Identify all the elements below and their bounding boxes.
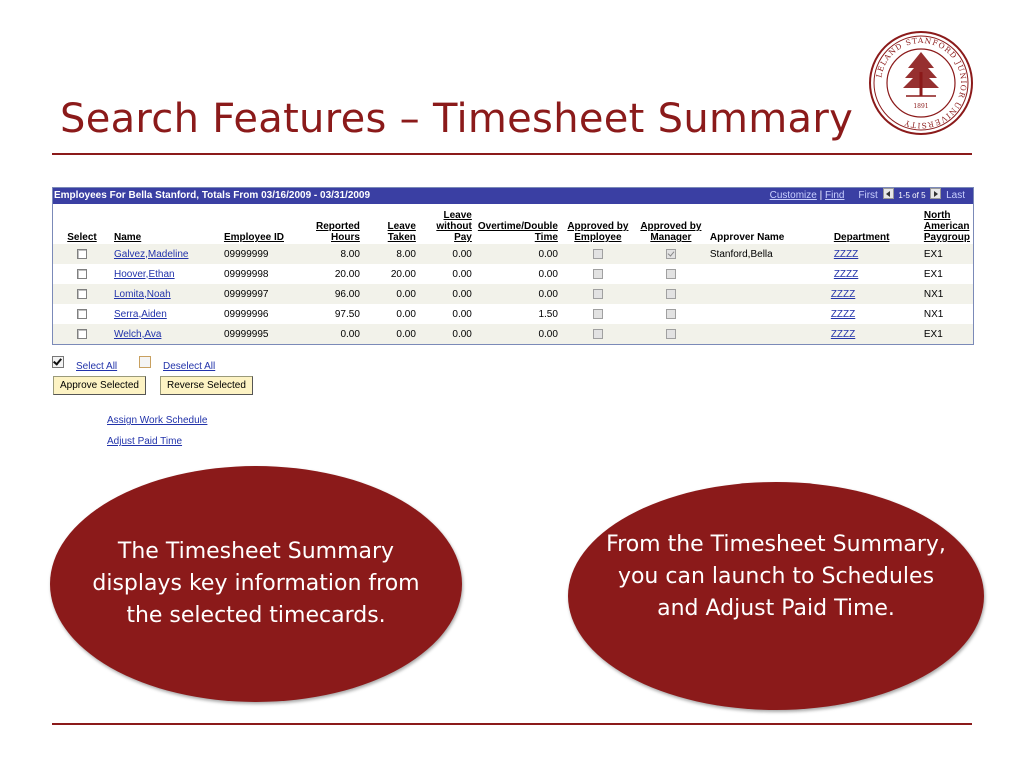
department-cell — [831, 304, 921, 324]
assign-work-schedule-link[interactable]: Assign Work Schedule — [107, 415, 208, 426]
approved-by-employee-checkbox — [593, 329, 603, 339]
approved-by-manager-cell — [635, 264, 707, 284]
approved-by-manager-checkbox — [666, 309, 676, 319]
department-link[interactable]: ZZZZ — [833, 248, 859, 260]
approved-by-employee-cell — [561, 244, 635, 264]
overtime-cell: 1.50 — [475, 304, 561, 324]
row-select-cell — [53, 264, 111, 284]
department-link[interactable]: ZZZZ — [830, 288, 856, 300]
employee-name-link[interactable]: Hoover,Ethan — [113, 268, 175, 280]
paygroup-cell: EX1 — [921, 244, 973, 264]
reported-hours-cell: 0.00 — [303, 324, 363, 344]
callout-left-text: The Timesheet Summary displays key information from the selected timecards. — [92, 539, 420, 628]
approver-name-cell — [707, 264, 831, 284]
leave-without-pay-cell: 0.00 — [419, 304, 475, 324]
paygroup-cell: NX1 — [921, 304, 973, 324]
employee-name-link[interactable]: Serra,Aiden — [113, 308, 167, 320]
last-link[interactable]: Last — [946, 190, 965, 201]
table-row — [53, 284, 973, 304]
slide-title: Search Features – Timesheet Summary — [60, 96, 854, 142]
row-select-checkbox[interactable] — [77, 269, 87, 279]
reverse-selected-button[interactable]: Reverse Selected — [160, 376, 253, 395]
leave-taken-cell: 0.00 — [363, 284, 419, 304]
approver-name-cell: Stanford,Bella — [707, 244, 831, 264]
employee-name-link[interactable]: Lomita,Noah — [113, 288, 171, 300]
department-cell — [831, 324, 921, 344]
employee-id-cell: 09999998 — [221, 264, 303, 284]
paygroup-cell: NX1 — [921, 284, 973, 304]
approver-name-cell — [707, 284, 831, 304]
reported-hours-cell: 8.00 — [303, 244, 363, 264]
approved-by-manager-cell — [635, 304, 707, 324]
col-paygroup[interactable]: North American Paygroup — [923, 210, 970, 243]
employee-id-cell: 09999996 — [221, 304, 303, 324]
table-row — [53, 264, 973, 284]
leave-taken-cell: 0.00 — [363, 324, 419, 344]
timesheet-summary-grid — [52, 187, 974, 345]
row-range: 1-5 of 5 — [898, 191, 926, 200]
row-select-cell — [53, 284, 111, 304]
table-row — [53, 304, 973, 324]
approved-by-employee-cell — [561, 324, 635, 344]
approved-by-employee-checkbox — [593, 249, 603, 259]
row-select-checkbox[interactable] — [77, 309, 87, 319]
approved-by-manager-checkbox — [666, 289, 676, 299]
stanford-seal-logo — [868, 30, 974, 136]
approved-by-employee-checkbox — [593, 289, 603, 299]
overtime-cell: 0.00 — [475, 284, 561, 304]
employee-id-cell: 09999997 — [221, 284, 303, 304]
approved-by-employee-checkbox — [593, 269, 603, 279]
overtime-cell: 0.00 — [475, 324, 561, 344]
row-select-cell — [53, 324, 111, 344]
employee-name-cell — [111, 284, 221, 304]
table-row — [53, 324, 973, 344]
leave-without-pay-cell: 0.00 — [419, 244, 475, 264]
col-leave-without-pay[interactable]: Leave without Pay — [436, 210, 472, 243]
first-link[interactable]: First — [858, 190, 878, 201]
employee-name-cell — [111, 324, 221, 344]
select-all-link[interactable]: Select All — [76, 361, 118, 372]
approved-by-manager-cell — [635, 244, 707, 264]
leave-without-pay-cell: 0.00 — [419, 284, 475, 304]
find-link[interactable]: Find — [825, 190, 845, 201]
grid-navigation — [770, 188, 965, 204]
select-all-check-icon[interactable] — [52, 356, 64, 368]
employee-name-cell — [111, 244, 221, 264]
footer-rule — [52, 723, 972, 725]
reported-hours-cell: 97.50 — [303, 304, 363, 324]
paygroup-cell: EX1 — [921, 324, 973, 344]
approved-by-employee-checkbox — [593, 309, 603, 319]
employee-id-cell: 09999995 — [221, 324, 303, 344]
employee-name-link[interactable]: Galvez,Madeline — [113, 248, 189, 260]
paygroup-cell: EX1 — [921, 264, 973, 284]
approved-by-manager-checkbox — [666, 269, 676, 279]
col-approved-by-employee[interactable]: Approved by Employee — [567, 221, 629, 243]
col-leave-taken[interactable]: Leave Taken — [387, 221, 416, 243]
approver-name-cell — [707, 304, 831, 324]
department-link[interactable]: ZZZZ — [833, 268, 859, 280]
approved-by-employee-cell — [561, 304, 635, 324]
col-reported-hours[interactable]: Reported Hours — [316, 221, 360, 243]
previous-arrow-icon[interactable] — [883, 188, 894, 199]
col-employee-id[interactable]: Employee ID — [223, 232, 284, 243]
table-row — [53, 244, 973, 264]
leave-without-pay-cell: 0.00 — [419, 264, 475, 284]
col-select[interactable]: Select — [67, 232, 97, 243]
employee-name-cell — [111, 264, 221, 284]
department-cell — [831, 244, 921, 264]
table-header-row — [53, 204, 973, 244]
callout-right-text: From the Timesheet Summary, you can launch to Schedules and Adjust Paid Time. — [606, 532, 946, 621]
col-department[interactable]: Department — [833, 232, 890, 243]
row-select-cell — [53, 304, 111, 324]
seal-ring-text: LELAND STANFORD JUNIOR UNIVERSITY — [874, 35, 969, 131]
approve-selected-button[interactable]: Approve Selected — [53, 376, 146, 395]
seal-year: 1891 — [913, 103, 929, 110]
next-arrow-icon[interactable] — [930, 188, 941, 199]
reported-hours-cell: 20.00 — [303, 264, 363, 284]
department-cell — [831, 284, 921, 304]
col-name[interactable]: Name — [113, 232, 142, 243]
nav-separator: | — [819, 190, 823, 201]
department-link[interactable]: ZZZZ — [830, 328, 856, 340]
row-select-checkbox[interactable] — [77, 289, 87, 299]
leave-without-pay-cell: 0.00 — [419, 324, 475, 344]
row-select-checkbox[interactable] — [77, 249, 87, 259]
adjust-paid-time-link[interactable]: Adjust Paid Time — [107, 436, 183, 447]
col-overtime[interactable]: Overtime/Double Time — [477, 221, 558, 243]
leave-taken-cell: 8.00 — [363, 244, 419, 264]
employee-name-cell — [111, 304, 221, 324]
leave-taken-cell: 20.00 — [363, 264, 419, 284]
row-select-checkbox[interactable] — [77, 329, 87, 339]
approved-by-manager-cell — [635, 324, 707, 344]
reported-hours-cell: 96.00 — [303, 284, 363, 304]
callout-left — [50, 466, 462, 702]
approved-by-manager-cell — [635, 284, 707, 304]
leave-taken-cell: 0.00 — [363, 304, 419, 324]
callout-right — [568, 482, 984, 710]
approver-name-cell — [707, 324, 831, 344]
customize-link[interactable]: Customize — [769, 190, 817, 201]
col-approver-name: Approver Name — [709, 232, 785, 243]
employee-name-link[interactable]: Welch,Ava — [113, 328, 162, 340]
grid-title: Employees For Bella Stanford, Totals From 03/16/2009 - 03/31/2009 — [54, 190, 371, 201]
title-underline — [52, 153, 972, 155]
approved-by-employee-cell — [561, 264, 635, 284]
department-link[interactable]: ZZZZ — [830, 308, 856, 320]
timesheet-table — [53, 204, 973, 344]
grid-header — [53, 188, 973, 204]
deselect-all-box-icon[interactable] — [139, 356, 151, 368]
row-select-cell — [53, 244, 111, 264]
col-approved-by-manager[interactable]: Approved by Manager — [640, 221, 702, 243]
approved-by-employee-cell — [561, 284, 635, 304]
approved-by-manager-checkbox — [666, 329, 676, 339]
deselect-all-link[interactable]: Deselect All — [163, 361, 216, 372]
approved-by-manager-checkbox — [666, 249, 676, 259]
overtime-cell: 0.00 — [475, 244, 561, 264]
overtime-cell: 0.00 — [475, 264, 561, 284]
department-cell — [831, 264, 921, 284]
employee-id-cell: 09999999 — [221, 244, 303, 264]
